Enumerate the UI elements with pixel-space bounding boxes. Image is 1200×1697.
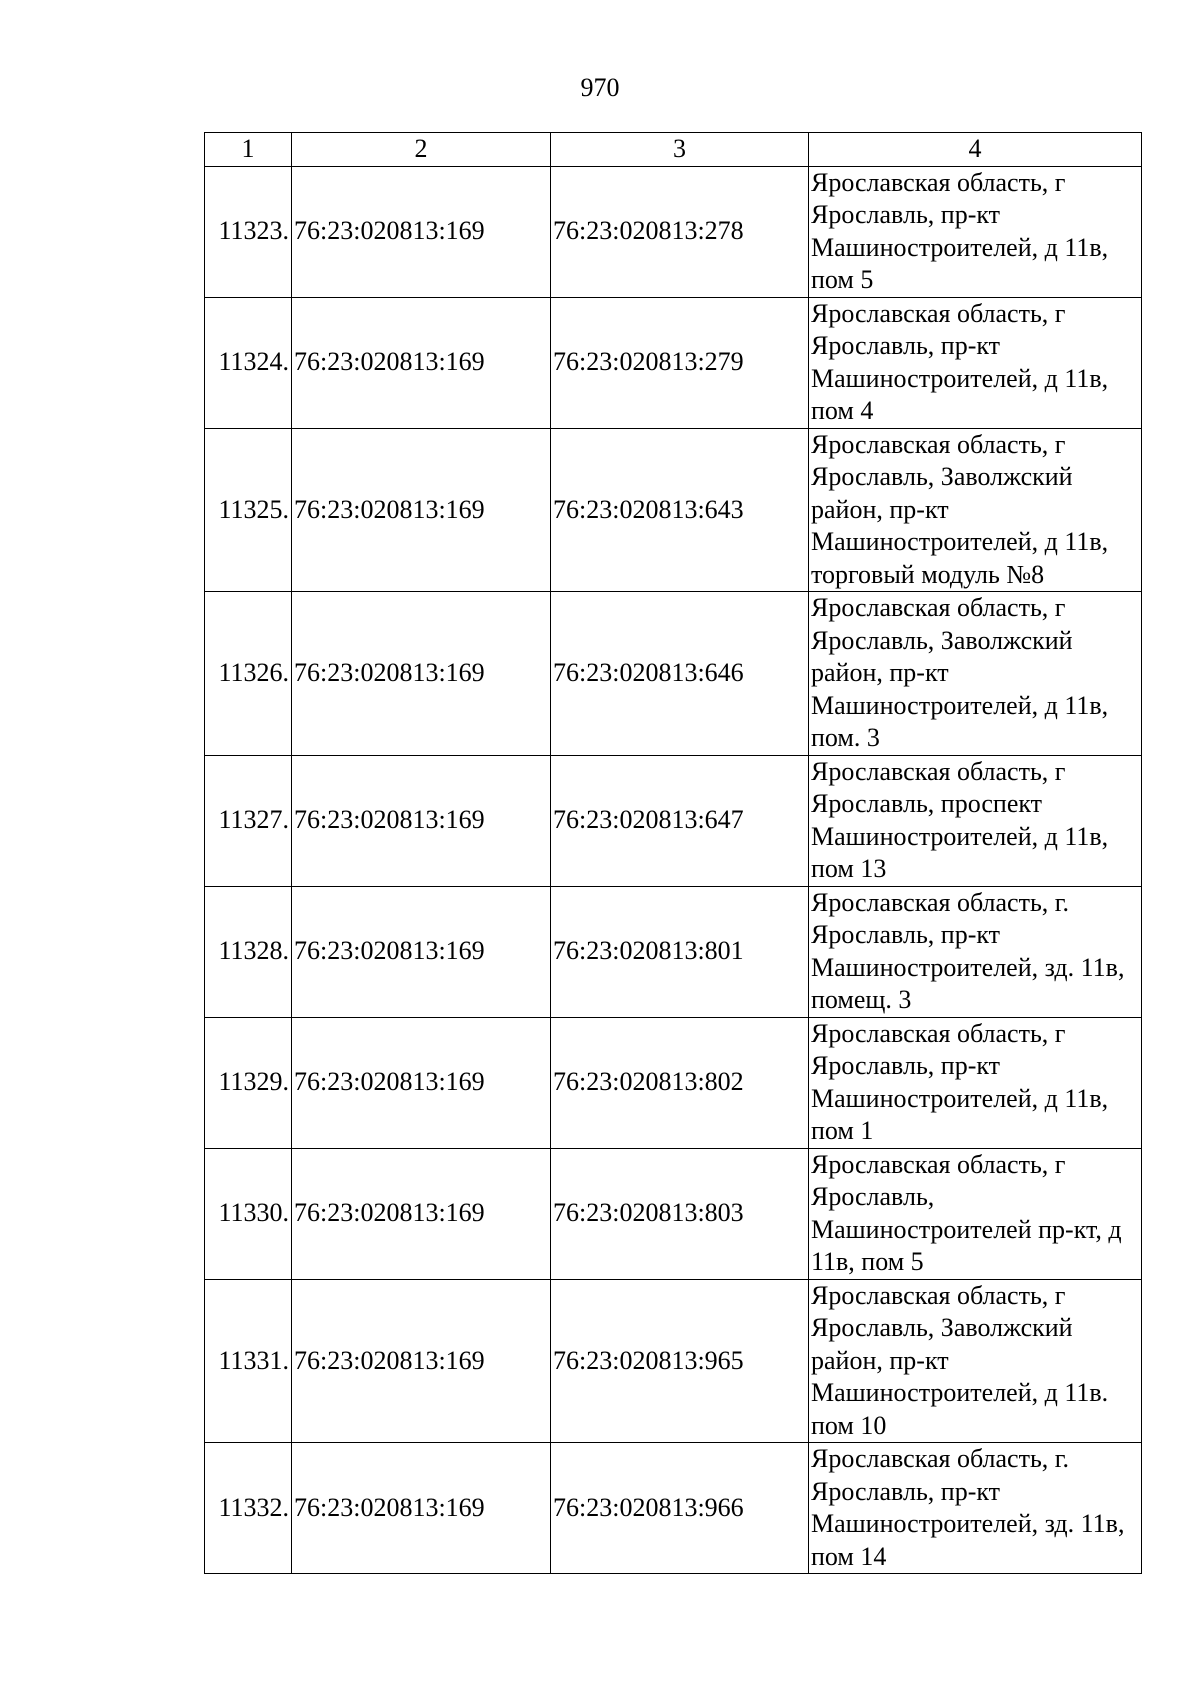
table-row — [205, 886, 1142, 1017]
parcel-cadastral-number-cell: 76:23:020813:169 — [292, 755, 551, 886]
row-number-cell: 11326. — [205, 592, 292, 756]
object-cadastral-number-cell: 76:23:020813:643 — [551, 428, 809, 592]
parcel-cadastral-number-cell: 76:23:020813:169 — [292, 1017, 551, 1148]
address-cell: Ярославская область, г Ярославль, Машиностроителей пр-кт, д 11в, пом 5 — [809, 1148, 1142, 1279]
table-row — [205, 592, 1142, 756]
object-cadastral-number-cell: 76:23:020813:279 — [551, 297, 809, 428]
column-header-3: 3 — [551, 133, 809, 167]
row-number-cell: 11331. — [205, 1279, 292, 1443]
column-header-1: 1 — [205, 133, 292, 167]
address-cell: Ярославская область, г Ярославль, Заволжский район, пр-кт Машиностроителей, д 11в, торговый модуль №8 — [809, 428, 1142, 592]
object-cadastral-number-cell: 76:23:020813:802 — [551, 1017, 809, 1148]
header-row — [205, 133, 1142, 167]
column-header-2: 2 — [292, 133, 551, 167]
row-number-cell: 11328. — [205, 886, 292, 1017]
address-cell: Ярославская область, г Ярославль, пр-кт Машиностроителей, д 11в, пом 4 — [809, 297, 1142, 428]
object-cadastral-number-cell: 76:23:020813:647 — [551, 755, 809, 886]
table-row — [205, 166, 1142, 297]
row-number-cell: 11329. — [205, 1017, 292, 1148]
table-body — [205, 166, 1142, 1574]
parcel-cadastral-number-cell: 76:23:020813:169 — [292, 1279, 551, 1443]
object-cadastral-number-cell: 76:23:020813:966 — [551, 1443, 809, 1574]
object-cadastral-number-cell: 76:23:020813:646 — [551, 592, 809, 756]
table-row — [205, 1148, 1142, 1279]
parcel-cadastral-number-cell: 76:23:020813:169 — [292, 592, 551, 756]
address-cell: Ярославская область, г Ярославль, проспект Машиностроителей, д 11в, пом 13 — [809, 755, 1142, 886]
registry-table — [204, 132, 1142, 1574]
row-number-cell: 11325. — [205, 428, 292, 592]
object-cadastral-number-cell: 76:23:020813:801 — [551, 886, 809, 1017]
object-cadastral-number-cell: 76:23:020813:803 — [551, 1148, 809, 1279]
address-cell: Ярославская область, г Ярославль, пр-кт Машиностроителей, д 11в, пом 5 — [809, 166, 1142, 297]
row-number-cell: 11330. — [205, 1148, 292, 1279]
parcel-cadastral-number-cell: 76:23:020813:169 — [292, 1148, 551, 1279]
table-row — [205, 428, 1142, 592]
table-row — [205, 1017, 1142, 1148]
row-number-cell: 11324. — [205, 297, 292, 428]
parcel-cadastral-number-cell: 76:23:020813:169 — [292, 886, 551, 1017]
address-cell: Ярославская область, г. Ярославль, пр-кт Машиностроителей, зд. 11в, пом 14 — [809, 1443, 1142, 1574]
table-row — [205, 1279, 1142, 1443]
parcel-cadastral-number-cell: 76:23:020813:169 — [292, 428, 551, 592]
parcel-cadastral-number-cell: 76:23:020813:169 — [292, 1443, 551, 1574]
column-header-4: 4 — [809, 133, 1142, 167]
parcel-cadastral-number-cell: 76:23:020813:169 — [292, 297, 551, 428]
address-cell: Ярославская область, г Ярославль, пр-кт Машиностроителей, д 11в, пом 1 — [809, 1017, 1142, 1148]
row-number-cell: 11327. — [205, 755, 292, 886]
object-cadastral-number-cell: 76:23:020813:278 — [551, 166, 809, 297]
page-number: 970 — [580, 73, 620, 102]
table-row — [205, 297, 1142, 428]
row-number-cell: 11332. — [205, 1443, 292, 1574]
address-cell: Ярославская область, г Ярославль, Заволжский район, пр-кт Машиностроителей, д 11в. пом 10 — [809, 1279, 1142, 1443]
table-row — [205, 755, 1142, 886]
row-number-cell: 11323. — [205, 166, 292, 297]
object-cadastral-number-cell: 76:23:020813:965 — [551, 1279, 809, 1443]
parcel-cadastral-number-cell: 76:23:020813:169 — [292, 166, 551, 297]
address-cell: Ярославская область, г. Ярославль, пр-кт Машиностроителей, зд. 11в, помещ. 3 — [809, 886, 1142, 1017]
address-cell: Ярославская область, г Ярославль, Заволжский район, пр-кт Машиностроителей, д 11в, пом. 3 — [809, 592, 1142, 756]
table-row — [205, 1443, 1142, 1574]
